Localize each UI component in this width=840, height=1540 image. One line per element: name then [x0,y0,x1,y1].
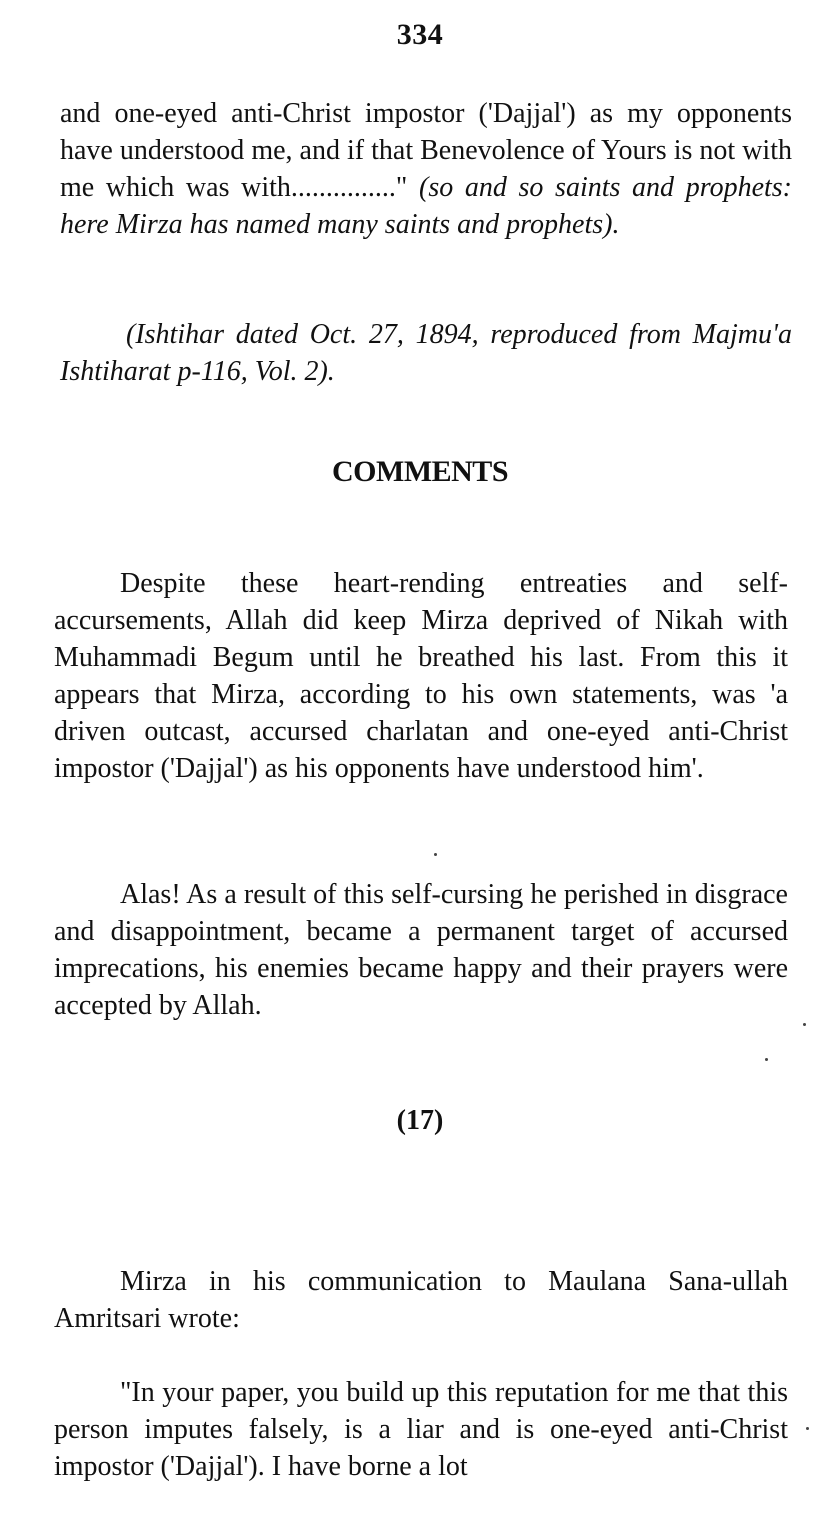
comments-heading: COMMENTS [332,455,508,488]
citation: (Ishtihar dated Oct. 27, 1894, reproduced from Majmu'a Ishtiharat p-116, Vol. 2). [60,319,792,387]
section-paragraph-1: Mirza in his communication to Maulana Sana-ullah Amritsari wrote: [54,1266,788,1334]
section-number: (17) [396,1105,444,1136]
scan-speck [765,1058,768,1061]
comments-paragraph-2: Alas! As a result of this self-cursing he perished in disgrace and disappointment, became a permanent target of accursed imprecations, his enemies became happy and their prayers were accepted by Allah. [54,879,788,1021]
scan-speck [434,853,437,856]
comments-paragraph-1: Despite these heart-rending entreaties and self-accursements, Allah did keep Mirza deprived of Nikah with Muhammadi Begum until he breathed his last. From this it appears that Mirza, according to his own statements, was 'a driven outcast, accursed charlatan and one-eyed anti-Christ impostor ('Dajjal') as his opponents have understood him'. [54,568,788,784]
page-number: 334 [396,18,444,51]
opening-text: and one-eyed anti-Christ impostor ('Dajjal') as my opponents have understood me, and if that Benevolence of Yours is not with me which was with..............." [60,98,792,203]
scan-speck [803,1023,806,1026]
section-paragraph-2: "In your paper, you build up this reputation for me that this person imputes falsely, is a liar and is one-eyed anti-Christ impostor ('Dajjal'). I have borne a lot [54,1377,788,1482]
scan-speck [806,1427,809,1430]
opening-paragraph [60,95,792,243]
opening-italic-note: (so and so saints and prophets: here Mirza has named many saints and prophets). [60,172,792,240]
